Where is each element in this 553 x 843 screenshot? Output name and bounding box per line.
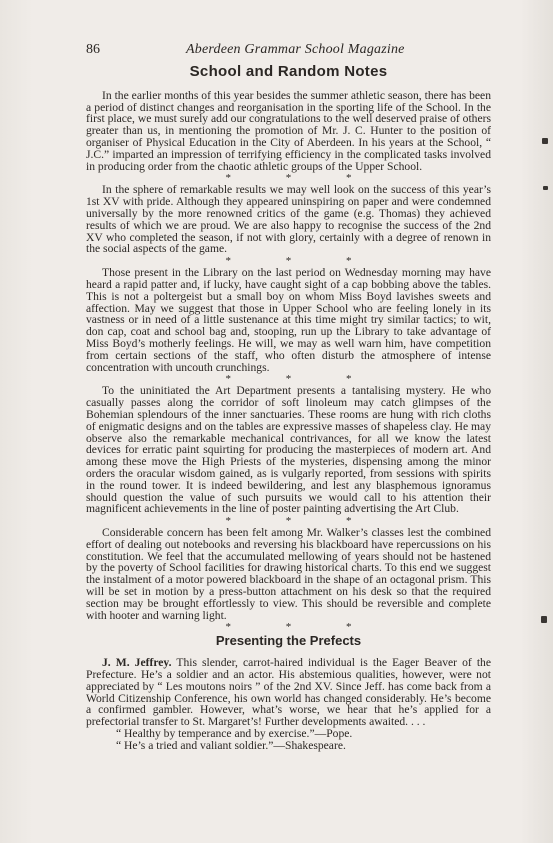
page-header [86,42,513,58]
section-divider: * * * [225,255,378,268]
section-divider: * * * [225,172,378,185]
notes-paragraph: Considerable concern has been felt among Mr. Walker’s classes lest the combined effort of dealing out notebooks and reversing his blackboard have repercussions on his constitution. We feel that the accumulated mellowing of years should not be hastened by the poverty of School facilities for drawing historical charts. To this end we suggest the instalment of a motor powered blackboard in the shape of an octagonal prism. This will be set in motion by a press-button attachment on his desk so that the required section may be brought effortlessly to view. This should be reversible and complete with hooter and warning light. [86,526,491,622]
notes-paragraph: Those present in the Library on the last period on Wednesday morning may have heard a rapid patter and, if lucky, have caught sight of a cap bobbing above the tables. This is not a poltergeist but a small boy on whom Miss Boyd lavishes sweets and affection. May we suggest that those in Upper School who are feeling lonely in its vastness or in need of a little sustenance at this time might try similar tactics; to wit, don cap, coat and school bag and, stooping, run up the Library to take advantage of Miss Boyd’s motherly feelings. He will, we may as well warn him, have competition from certain sections of the staff, who often disturb the atmosphere of intense concentration with uncouth crunchings. [86,266,491,374]
section-divider: * * * [225,515,378,528]
running-title: Aberdeen Grammar School Magazine [186,42,405,57]
margin-mark [541,616,547,623]
margin-mark [542,138,548,144]
margin-mark [543,186,548,190]
prefect-profile [86,657,491,728]
notes-paragraph: To the uninitiated the Art Department presents a tantalising mystery. He who casually passes along the corridor of soft linoleum may catch glimpses of the Bohemian splendours of the inner sanctuaries. These rooms are hung with rich cloths of enigmatic designs and on the tables are expressive masses of shapeless clay. He may observe also the remarkable mechanical contrivances, for all we know the latest devices for erratic paint squirting for producing the masterpieces of modern art. And among these move the High Priests of the mysteries, dispensing among the minor orders the oracular wisdom gained, as is vulgarly reported, from sessions with spirits in the round tower. It is indeed bewildering, and lest any blasphemous ignoramus should question the value of such pursuits we would call to his attention their magnificent achievements in the line of poster painting advertising the Art Club. [86,384,491,516]
prefect-description: This slender, carrot-haired individual is the Eager Beaver of the Prefecture. He’s a soldier and an actor. His abstemious qualities, however, were not appreciated by “ Les moutons noirs ” of the 2nd XV. Since Jeff. has come back from a World Citizenship Conference, his own world has changed considerably. He’s become a confirmed gambler. However, what’s worse, we hear that he’s applied for a prefectorial transfer to St. Margaret’s! Further developments awaited. . . . [86,656,491,729]
prefect-quote: “ He’s a tried and valiant soldier.”—Shakespeare. [116,738,346,752]
page-content [86,64,491,752]
page-number: 86 [86,42,100,57]
prefects-title: Presenting the Prefects [215,633,362,649]
section-divider: * * * [225,373,378,386]
notes-paragraph: In the sphere of remarkable results we may well look on the success of this year’s 1st XV with pride. Although they appeared uninspiring on paper and were condemned universally by the more renowned critics of the game (e.g. Thomas) they achieved results of which we are proud. We are also happy to recognise the success of the 2nd XV who completed the season, if not with glory, certainly with a degree of renown in the social aspects of the game. [86,183,491,256]
section-divider: * * * [225,621,378,634]
prefect-name: J. M. Jeffrey. [102,656,172,670]
notes-paragraph: In the earlier months of this year besides the summer athletic season, there has been a period of distinct changes and reorganisation in the sporting life of the School. In the first place, we must surely add our congratulations to the well deserved praise of others greater than us, in mentioning the promotion of Mr. J. C. Hunter to the position of organiser of Physical Education in the City of Aberdeen. In his years at the School, “ J.C.” imparted an impression of terrifying efficiency in the complicated tasks involved in producing order from the chaotic athletic groups of the Upper School. [86,88,491,173]
prefect-quote: “ Healthy by temperance and by exercise.”—Pope. [116,727,353,741]
notes-title: School and Random Notes [189,63,388,80]
